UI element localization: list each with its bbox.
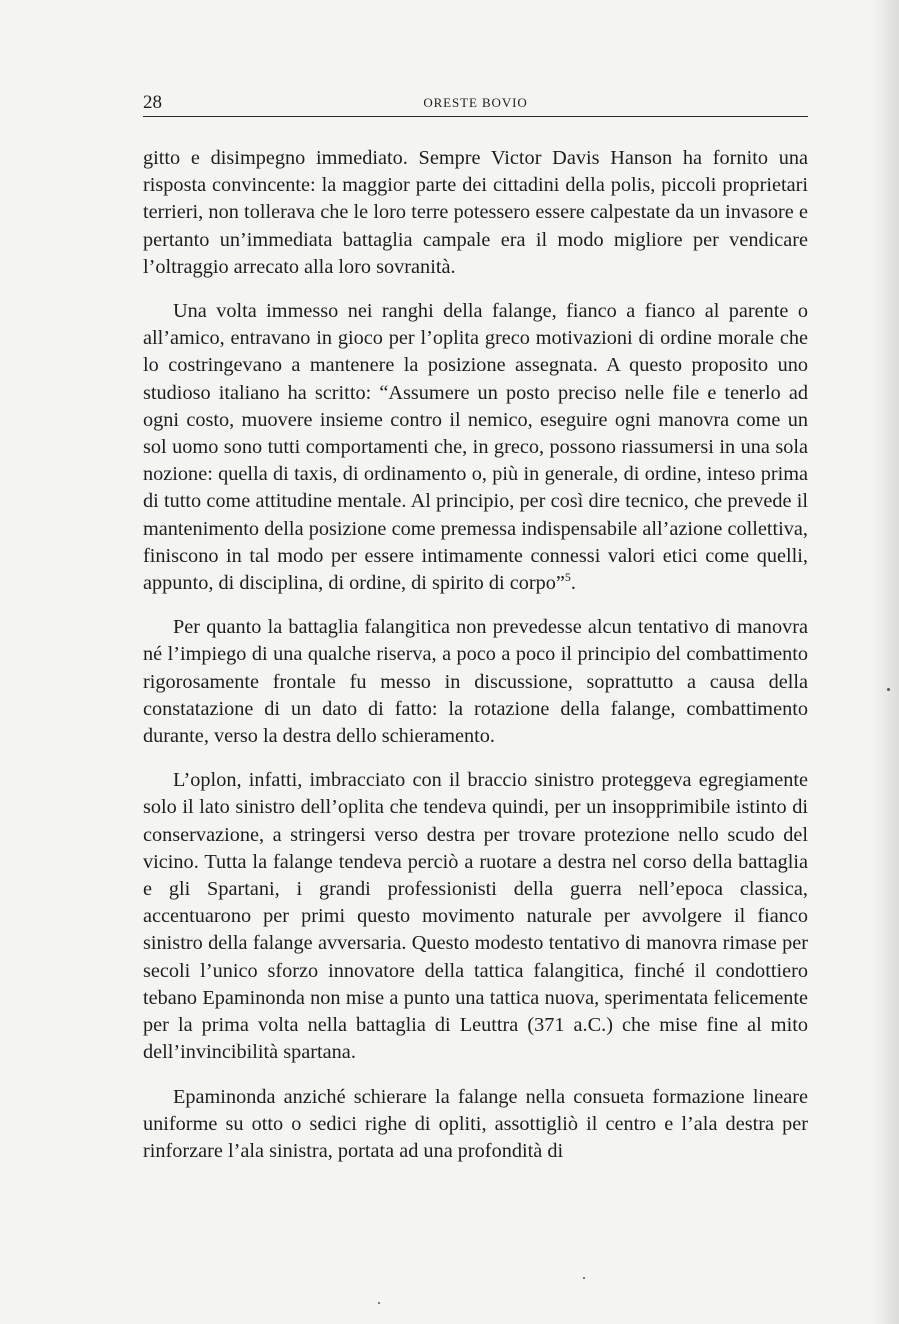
paragraph-4 bbox=[143, 767, 808, 1066]
page-number: 28 bbox=[143, 92, 162, 113]
paragraph-2-text: Una volta immesso nei ranghi della falange, fianco a fianco al parente o all’amico, entravano in gioco per l’oplita greco motivazioni di ordine morale che lo costringevano a mantenere la posizione assegnata. A questo proposito uno studioso italiano ha scritto: “Assumere un posto preciso nelle file e tenerlo ad ogni costo, muovere insieme contro il nemico, eseguire ogni manovra come un sol uomo sono tutti comportamenti che, in greco, possono riassumersi in una sola nozione: quella di taxis, di ordinamento o, più in generale, di ordine, inteso prima di tutto come attitudine mentale. Al principio, per così dire tecnico, che prevede il mantenimento della posizione come premessa indispensabile all’azione collettiva, finiscono in tal modo per essere intimamente connessi valori etici come quelli, appunto, di disciplina, di ordine, di spirito di corpo” bbox=[143, 300, 808, 595]
paragraph-2: Una volta immesso nei ranghi della falange, fianco a fianco al parente o all’amico, entravano in gioco per l’oplita greco motivazioni di ordine morale che lo costringevano a mantenere la posizione assegnata. A questo proposito uno studioso italiano ha scritto: “Assumere un posto preciso nelle file e tenerlo ad ogni costo, muovere insieme contro il nemico, eseguire ogni manovra come un sol uomo sono tutti comportamenti che, in greco, possono riassumersi in una sola nozione: quella di taxis, di ordinamento o, più in generale, di ordine, inteso prima di tutto come attitudine mentale. Al principio, per così dire tecnico, che prevede il mantenimento della posizione come premessa indispensabile all’azione collettiva, finiscono in tal modo per essere intimamente connessi valori etici come quelli, appunto, di disciplina, di ordine, di spirito di corpo”$^5$. bbox=[143, 300, 808, 595]
scan-speck bbox=[887, 688, 890, 691]
body-text bbox=[143, 145, 808, 1165]
paragraph-4-text: L’oplon, infatti, imbracciato con il braccio sinistro proteggeva egregiamente solo il lato sinistro dell’oplita che tendeva quindi, per un insopprimibile istinto di conservazione, a stringersi verso destra per trovare protezione nello scudo del vicino. Tutta la falange tendeva perciò a ruotare a destra nel corso della battaglia e gli Spartani, i grandi professionisti della guerra nell’epoca classica, accentuarono per primi questo movimento naturale per avvolgere il fianco sinistro della falange avversaria. Questo modesto tentativo di manovra rimase per secoli l’unico sforzo innovatore della tattica falangitica, finché il condottiero tebano Epaminonda non mise a punto una tattica nuova, sperimentata felicemente per la prima volta nella battaglia di Leuttra (371 a.C.) che mise fine al mito dell’invincibilità spartana. bbox=[143, 769, 808, 1064]
paragraph-1-text: gitto e disimpegno immediato. Sempre Victor Davis Hanson ha fornito una risposta convincente: la maggior parte dei cittadini della polis, piccoli proprietari terrieri, non tollerava che le loro terre potessero essere calpestate da un invasore e pertanto un’immediata battaglia campale era il modo migliore per vendicare l’oltraggio arrecato alla loro sovranità. bbox=[143, 147, 808, 278]
footnote-marker: 5 bbox=[564, 570, 571, 585]
paragraph-5-text: Epaminonda anziché schierare la falange nella consueta formazione lineare uniforme su otto o sedici righe di opliti, assottigliò il centro e l’ala destra per rinforzare l’ala sinistra, portata ad una profondità di bbox=[143, 1085, 808, 1162]
running-header bbox=[143, 92, 808, 117]
running-title: ORESTE BOVIO bbox=[423, 95, 528, 110]
scan-speck bbox=[583, 1277, 585, 1279]
paragraph-3-text: Per quanto la battaglia falangitica non prevedesse alcun tentativo di manovra né l’impiego di una qualche riserva, a poco a poco il principio del combattimento rigorosamente frontale fu messo in discussione, soprattutto a causa della constatazione di un dato di fatto: la rotazione della falange, combattimento durante, verso la destra dello schieramento. bbox=[143, 616, 808, 748]
scan-speck bbox=[378, 1302, 380, 1304]
paragraph-3 bbox=[143, 614, 808, 750]
scan-edge-shadow bbox=[873, 0, 899, 1324]
paragraph-1 bbox=[143, 145, 808, 281]
paragraph-5 bbox=[143, 1084, 808, 1166]
